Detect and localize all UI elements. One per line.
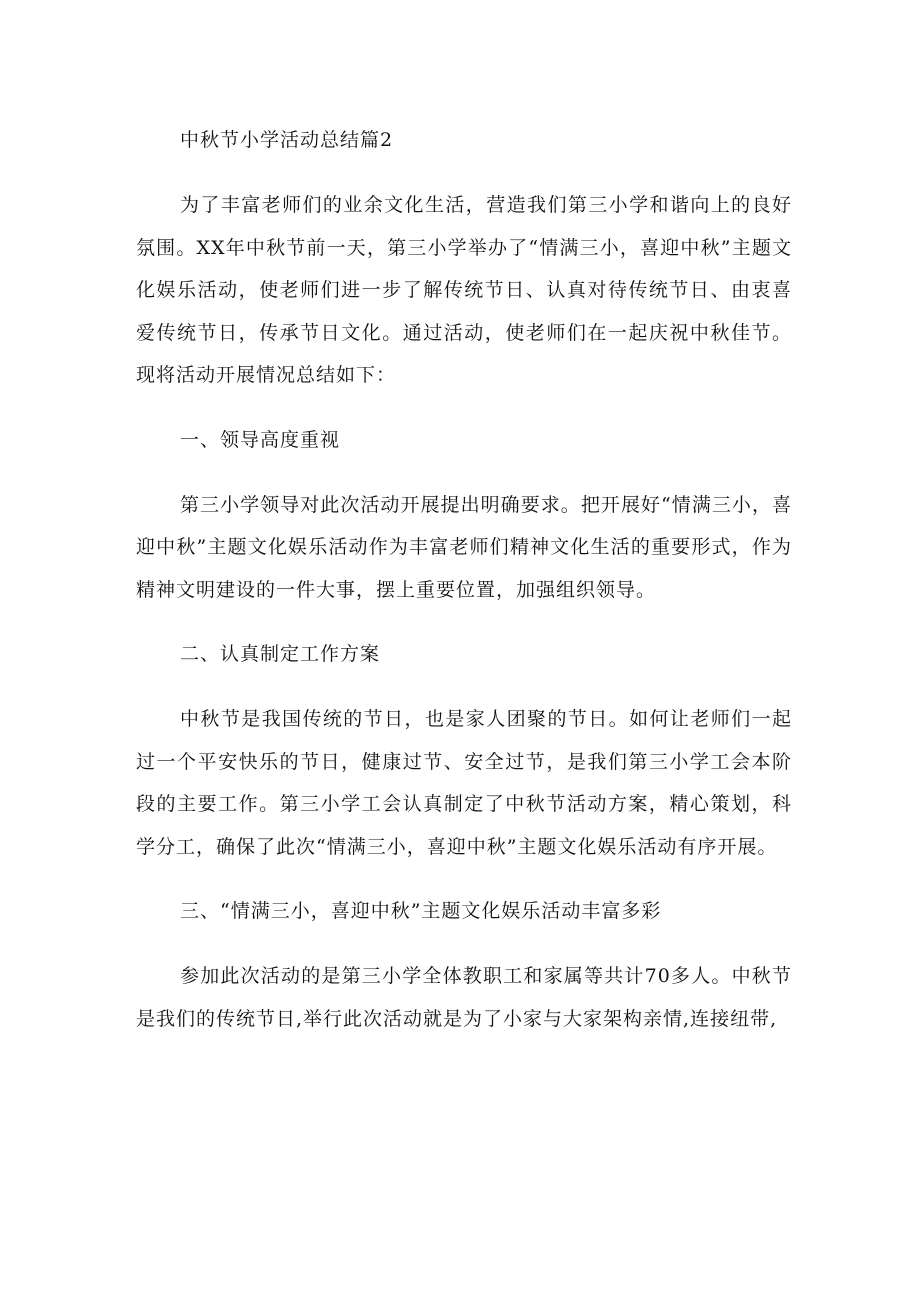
document-body — [136, 120, 792, 1063]
document-title: 中秋节小学活动总结篇2 — [180, 129, 394, 151]
section-heading-3: 三、“情满三小，喜迎中秋”主题文化娱乐活动丰富多彩 — [180, 900, 662, 922]
section-body-3: 参加此次活动的是第三小学全体教职工和家属等共计70多人。中秋节是我们的传统节日,举行此次活动就是为了小家与大家架构亲情,连接纽带, — [136, 965, 792, 1030]
section-body-1: 第三小学领导对此次活动开展提出明确要求。把开展好“情满三小，喜迎中秋”主题文化娱乐活动作为丰富老师们精神文化生活的重要形式，作为精神文明建设的一件大事，摆上重要位置，加强组织领导。 — [136, 493, 792, 601]
section-heading-1: 一、领导高度重视 — [180, 428, 341, 451]
section-heading-2: 二、认真制定工作方案 — [180, 643, 381, 665]
intro-paragraph: 为了丰富老师们的业余文化生活，营造我们第三小学和谐向上的良好氛围。XX年中秋节前一天，第三小学举办了“情满三小，喜迎中秋”主题文化娱乐活动，使老师们进一步了解传统节日、认真对待传统节日、由衷喜爱传统节日，传承节日文化。通过活动，使老师们在一起庆祝中秋佳节。现将活动开展情况总结如下： — [136, 194, 792, 386]
section-body-2: 中秋节是我国传统的节日，也是家人团聚的节日。如何让老师们一起过一个平安快乐的节日，健康过节、安全过节，是我们第三小学工会本阶段的主要工作。第三小学工会认真制定了中秋节活动方案，精心策划，科学分工，确保了此次“情满三小，喜迎中秋”主题文化娱乐活动有序开展。 — [136, 708, 792, 858]
